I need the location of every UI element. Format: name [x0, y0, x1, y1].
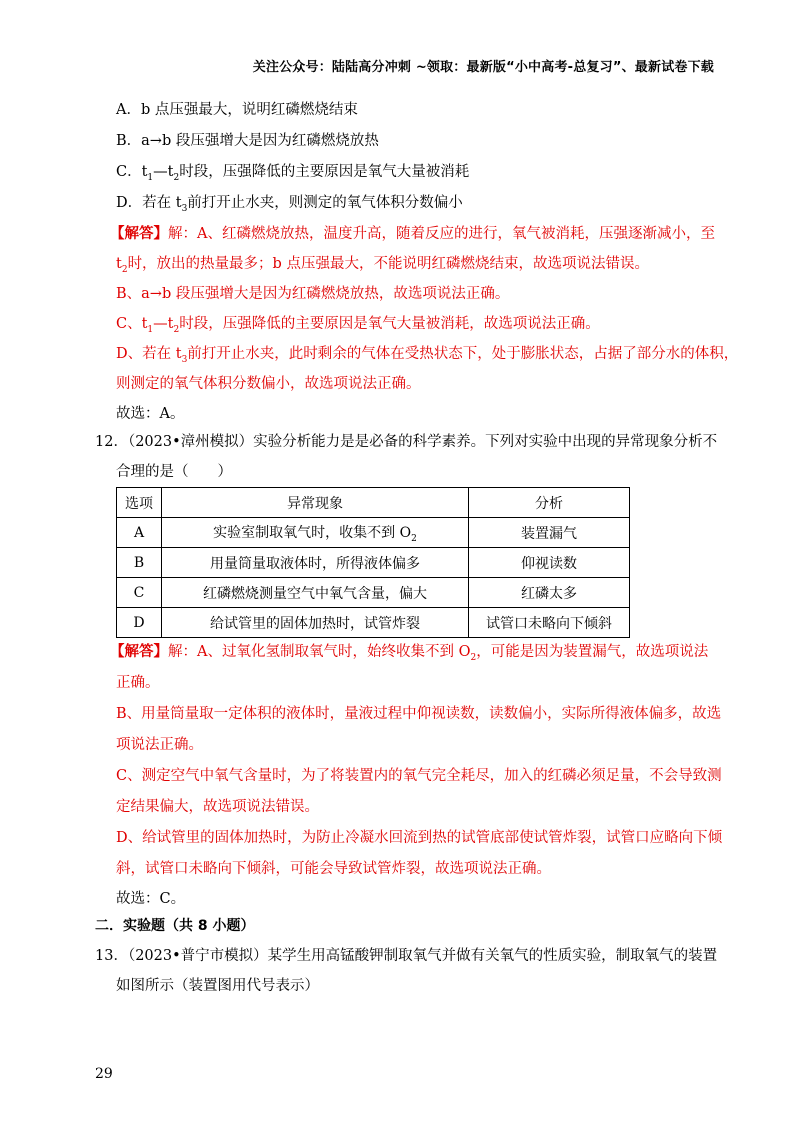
q12-answer-line-1: 【解答】解：A、过氧化氢制取氧气时，始终收集不到 $O_2$，可能是因为装置漏气，故选项说法 [110, 643, 709, 663]
q12-answer-line-6: 定结果偏大，故选项说法错误。 [116, 799, 319, 815]
table-cell-analysis: 试管口未略向下倾斜 [469, 608, 630, 638]
table-cell-option: D [117, 608, 162, 638]
table-row [117, 578, 630, 608]
table-cell-option: B [117, 548, 162, 578]
page-number: 29 [95, 1066, 113, 1082]
table-row [117, 548, 630, 578]
table-header-analysis: 分析 [469, 488, 630, 518]
q12-answer-line-7: D、给试管里的固体加热时，为防止冷凝水回流到热的试管底部使试管炸裂，试管口应略向下倾 [116, 830, 723, 846]
q11-answer-line-2: $t_2$时，放出的热量最多；b 点压强最大，不能说明红磷燃烧结束，故选项说法错误。 [116, 256, 649, 275]
q12-answer-line-3: B、用量筒量取一定体积的液体时，量液过程中仰视读数，读数偏小，实际所得液体偏多，故选 [116, 706, 722, 722]
q12-stem-line-1: 12．（2023•漳州模拟）实验分析能力是是必备的科学素养。下列对实验中出现的异常现象分析不 [95, 434, 718, 450]
table-cell-phenomenon: 实验室制取氧气时，收集不到 $O_2$ [162, 518, 469, 548]
q13-stem-line-1: 13．（2023•普宁市模拟）某学生用高锰酸钾制取氧气并做有关氧气的性质实验，制取氧气的装置 [95, 948, 718, 964]
table-header-phenomenon: 异常现象 [162, 488, 469, 518]
table-cell-analysis: 装置漏气 [469, 518, 630, 548]
table-cell-phenomenon: 给试管里的固体加热时，试管炸裂 [162, 608, 469, 638]
table-row [117, 518, 630, 548]
q12-options-table [116, 487, 630, 638]
q11-option-c: C．$t_1—t_2$时段，压强降低的主要原因是氧气大量被消耗 [116, 164, 470, 183]
q12-answer-line-4: 项说法正确。 [116, 737, 203, 753]
q11-option-a: A．b 点压强最大，说明红磷燃烧结束 [116, 102, 358, 118]
q11-choice: 故选：A。 [116, 406, 185, 422]
q12-answer-line-2: 正确。 [116, 675, 160, 691]
table-header-row [117, 488, 630, 518]
q11-option-d: D．若在 $t_3$前打开止水夹，则测定的氧气体积分数偏小 [116, 195, 463, 214]
q11-answer-line-5: D、若在 $t_3$前打开止水夹，此时剩余的气体在受热状态下，处于膨胀状态，占据了部分水的体积， [116, 346, 739, 365]
q12-stem-line-2: 合理的是（ ） [116, 464, 232, 480]
page-header: 关注公众号：陆陆高分冲刺 ~领取：最新版“小中高考-总复习”、最新试卷下载 [252, 60, 714, 75]
q12-answer-line-8: 斜，试管口未略向下倾斜，可能会导致试管炸裂，故选项说法正确。 [116, 861, 551, 877]
q12-answer-line-5: C、测定空气中氧气含量时，为了将装置内的氧气完全耗尽，加入的红磷必须足量，不会导致测 [116, 768, 722, 784]
table-cell-analysis: 红磷太多 [469, 578, 630, 608]
table-cell-phenomenon: 红磷燃烧测量空气中氧气含量，偏大 [162, 578, 469, 608]
table-cell-analysis: 仰视读数 [469, 548, 630, 578]
section-title: 二．实验题（共 8 小题） [95, 918, 255, 934]
q11-option-b: B．a→b 段压强增大是因为红磷燃烧放热 [116, 133, 379, 149]
table-cell-option: C [117, 578, 162, 608]
q11-answer-line-4: C、$t_1—t_2$时段，压强降低的主要原因是氧气大量被消耗，故选项说法正确。 [116, 316, 600, 335]
table-cell-phenomenon: 用量筒量取液体时，所得液体偏多 [162, 548, 469, 578]
table-header-option: 选项 [117, 488, 162, 518]
q12-choice: 故选：C。 [116, 891, 186, 907]
table-cell-option: A [117, 518, 162, 548]
q11-answer-line-1: 【解答】解：A、红磷燃烧放热，温度升高，随着反应的进行，氧气被消耗，压强逐渐减小，至 [110, 225, 715, 242]
q11-answer-line-3: B、a→b 段压强增大是因为红磷燃烧放热，故选项说法正确。 [116, 286, 510, 302]
q11-answer-line-6: 则测定的氧气体积分数偏小，故选项说法正确。 [116, 376, 421, 392]
q13-stem-line-2: 如图所示（装置图用代号表示） [116, 978, 319, 994]
table-row [117, 608, 630, 638]
